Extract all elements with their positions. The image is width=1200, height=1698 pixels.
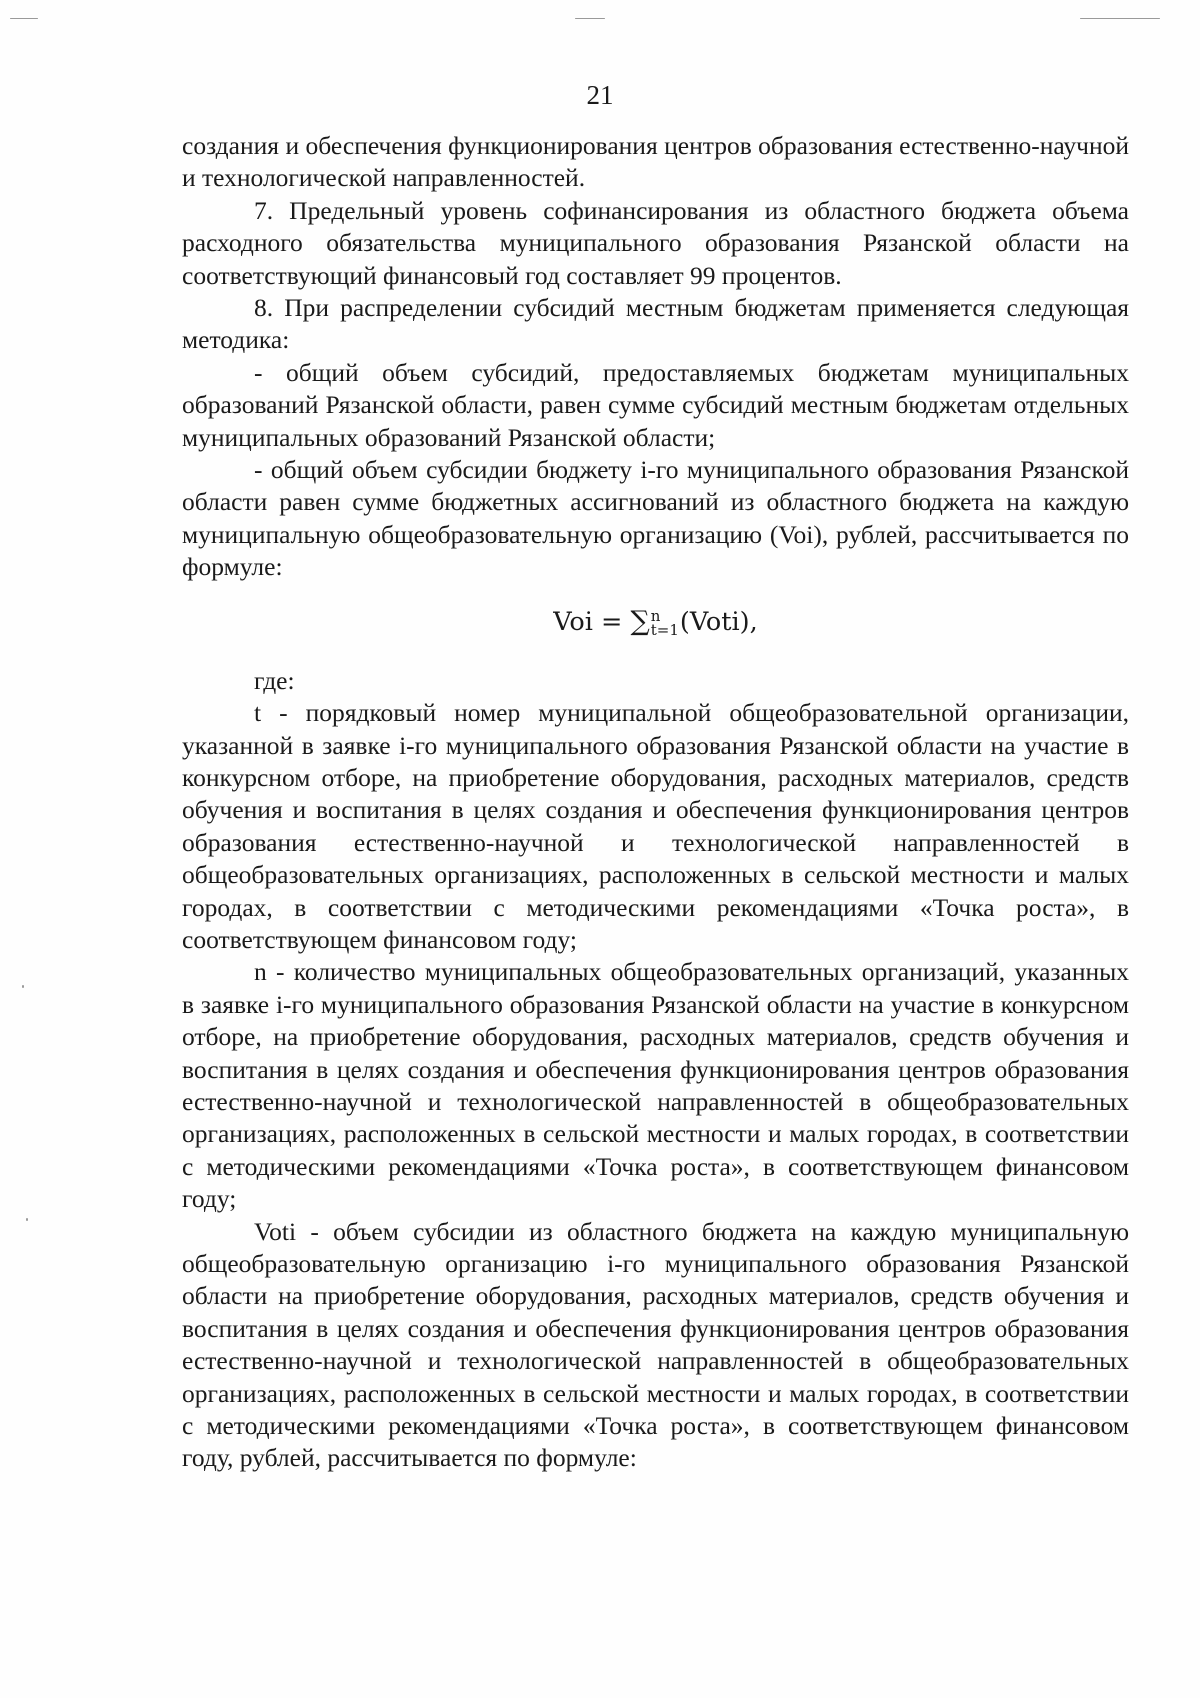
scan-mark bbox=[26, 1218, 28, 1221]
document-body bbox=[182, 130, 1129, 1475]
paragraph-item-8: 8. При распределении субсидий местным бюджетам применяется следующая методика: bbox=[182, 293, 1129, 355]
formula-upper-limit: n bbox=[650, 606, 661, 625]
paragraph-item-7: 7. Предельный уровень софинансирования из областного бюджета объема расходного обязательства муниципального образования Рязанской области на соответствующий финансовый год составляет 99 процентов. bbox=[182, 195, 1129, 290]
scan-mark bbox=[22, 985, 24, 988]
paragraph-continuation: создания и обеспечения функционирования центров образования естественно-научной и технологической направленностей. bbox=[182, 131, 1129, 193]
formula-voi bbox=[182, 605, 1129, 639]
definition-n: n - количество муниципальных общеобразовательных организаций, указанных в заявке i-го муниципального образования Рязанской области на участие в конкурсном отборе, на приобретение оборудования, расходных материалов, средств обучения и воспитания в целях создания и обеспечения функционирования центров образования естественно-научной и технологической направленностей в общеобразовательных организациях, расположенных в сельской местности и малых городах, в соответствии с методическими рекомендациями «Точка роста», в соответствующем финансовом году; bbox=[182, 957, 1129, 1214]
where-label: где: bbox=[254, 665, 295, 695]
formula-sum-symbol: ∑ bbox=[630, 605, 650, 637]
definition-t: t - порядковый номер муниципальной общеобразовательной организации, указанной в заявке i-го муниципального образования Рязанской области на участие в конкурсном отборе, на приобретение оборудования, расходных материалов, средств обучения и воспитания в целях создания и обеспечения функционирования центров образования естественно-научной и технологической направленностей в общеобразовательных организациях, расположенных в сельской местности и малых городах, в соответствии с методическими рекомендациями «Точка роста», в соответствующем финансовом году; bbox=[182, 698, 1129, 954]
formula-lower-limit: t=1 bbox=[650, 620, 679, 639]
definition-voti: Voti - объем субсидии из областного бюджета на каждую муниципальную общеобразовательную организацию i-го муниципального образования Рязанской области на приобретение оборудования, расходных материалов, средств обучения и воспитания в целях создания и обеспечения функционирования центров образования естественно-научной и технологической направленностей в общеобразовательных организациях, расположенных в сельской местности и малых городах, в соответствии с методическими рекомендациями «Точка роста», в соответствующем финансовом году, рублей, рассчитывается по формуле: bbox=[182, 1216, 1129, 1473]
scan-mark bbox=[1080, 18, 1160, 19]
paragraph-subsidy-per-municipality: - общий объем субсидии бюджету i-го муниципального образования Рязанской области равен сумме бюджетных ассигнований из областного бюджета на каждую муниципальную общеобразовательную организацию (Voi), рублей, рассчитывается по формуле: bbox=[182, 455, 1129, 582]
formula-term: (Voti), bbox=[679, 606, 758, 637]
formula-equals: = bbox=[600, 606, 623, 637]
scan-mark bbox=[575, 18, 605, 19]
page-number: 21 bbox=[586, 80, 614, 110]
formula-lhs: Voi bbox=[553, 606, 593, 637]
formula-limits bbox=[650, 606, 679, 639]
paragraph-total-subsidies: - общий объем субсидий, предоставляемых бюджетам муниципальных образований Рязанской области, равен сумме субсидий местным бюджетам отдельных муниципальных образований Рязанской области; bbox=[182, 357, 1129, 452]
scan-mark bbox=[10, 18, 38, 19]
